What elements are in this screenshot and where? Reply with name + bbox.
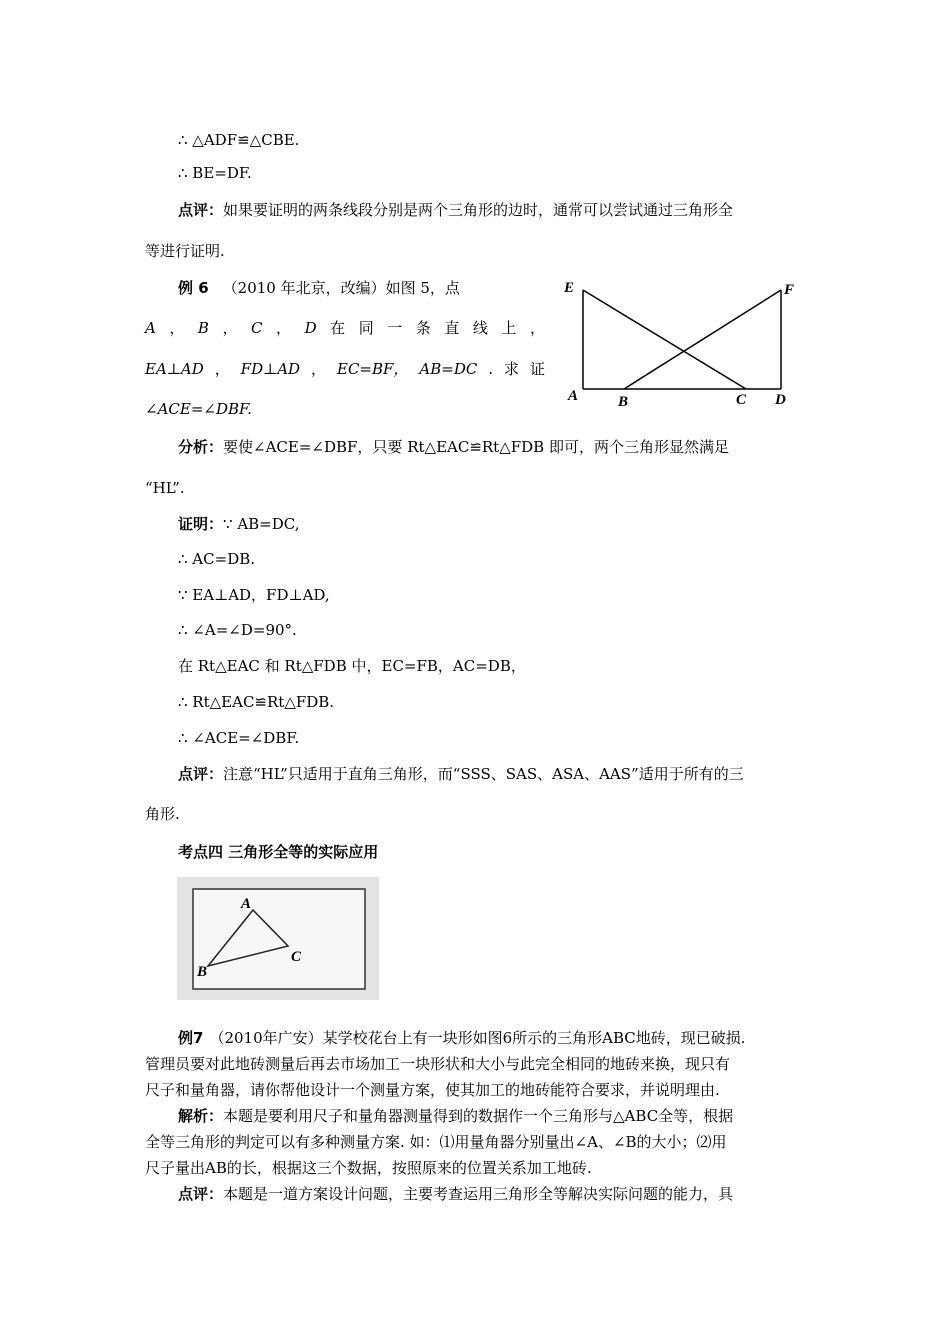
tok: 求 xyxy=(504,360,520,378)
figure-6-drawing xyxy=(177,877,379,1000)
analysis xyxy=(178,437,729,457)
proof-step-2: ∴ AC=DB. xyxy=(178,550,256,568)
figure-5 xyxy=(560,276,810,410)
solution-line-3: 尺子量出AB的长，根据这三个数据，按照原来的位置关系加工地砖. xyxy=(145,1159,592,1177)
solution-text: 本题是要利用尺子和量角器测量得到的数据作一个三角形与△ABC全等，根据 xyxy=(223,1107,734,1125)
label-A: A xyxy=(568,388,579,404)
proof-step-6: ∴ Rt△EAC≌Rt△FDB. xyxy=(178,693,335,711)
comment-1-cont: 等进行证明. xyxy=(145,242,225,260)
tok: 在 xyxy=(330,319,346,337)
tok: AB=DC xyxy=(419,360,478,378)
example-6-line-3 xyxy=(145,359,545,379)
proof-step-7: ∴ ∠ACE=∠DBF. xyxy=(178,729,300,747)
tok: B xyxy=(197,319,209,337)
tok: C xyxy=(251,319,263,337)
label-C: C xyxy=(291,949,302,965)
label-E: E xyxy=(564,280,575,296)
proof-step-3: ∵ EA⊥AD，FD⊥AD, xyxy=(178,586,330,604)
tok: 条 xyxy=(415,319,431,337)
label-D: D xyxy=(775,392,786,408)
solution-label: 解析： xyxy=(178,1107,224,1125)
example-6-heading xyxy=(178,278,460,298)
proof-step-4: ∴ ∠A=∠D=90°. xyxy=(178,621,297,639)
example-6-text: （2010 年北京，改编）如图 5，点 xyxy=(222,279,460,297)
tok: ， xyxy=(529,319,545,337)
comment-3-label: 点评： xyxy=(178,1185,224,1203)
tok: 一 xyxy=(387,319,403,337)
comment-2-label: 点评： xyxy=(178,765,224,783)
tok: EC=BF， xyxy=(337,360,409,378)
tok: . xyxy=(488,360,494,378)
comment-2-text: 注意“HL”只适用于直角三角形，而“SSS、SAS、ASA、AAS”适用于所有的三 xyxy=(223,765,744,783)
example-6-label: 例 6 xyxy=(178,279,209,297)
tok: 证 xyxy=(529,360,545,378)
segment-EC xyxy=(583,290,746,389)
comment-3-text: 本题是一道方案设计问题，主要考查运用三角形全等解决实际问题的能力，具 xyxy=(223,1185,734,1203)
analysis-label: 分析： xyxy=(178,438,224,456)
label-B: B xyxy=(197,964,208,980)
proof-step-1: ∵ AB=DC, xyxy=(223,515,300,533)
tok: ， xyxy=(311,360,327,378)
comment-1 xyxy=(178,200,733,220)
tok: ， xyxy=(169,319,185,337)
example-7-label: 例7 xyxy=(178,1029,204,1047)
example-6-line-4 xyxy=(145,399,252,419)
solution-line-2: 全等三角形的判定可以有多种测量方案. 如：⑴用量角器分别量出∠A、∠B的大小；⑵用 xyxy=(145,1133,727,1151)
tile-border xyxy=(193,889,365,989)
tok: FD⊥AD xyxy=(240,360,301,378)
comment-text: 如果要证明的两条线段分别是两个三角形的边时，通常可以尝试通过三角形全 xyxy=(223,201,734,219)
analysis-cont: “HL”. xyxy=(145,479,185,497)
tok: 直 xyxy=(444,319,460,337)
section-title xyxy=(178,842,378,862)
label-C: C xyxy=(736,392,747,408)
proof-step-5: 在 Rt△EAC 和 Rt△FDB 中，EC=FB，AC=DB， xyxy=(178,657,526,675)
example-7-line-3: 尺子和量角器，请你帮他设计一个测量方案，使其加工的地砖能符合要求，并说明理由. xyxy=(145,1081,720,1099)
example-7-line-2: 管理员要对此地砖测量后再去市场加工一块形状和大小与此完全相同的地砖来换，现只有 xyxy=(145,1055,731,1073)
comment-2-cont: 角形. xyxy=(145,805,180,823)
proof-label xyxy=(178,514,300,534)
tok: EA⊥AD xyxy=(145,360,204,378)
tok: ， xyxy=(276,319,292,337)
comment-label: 点评： xyxy=(178,201,224,219)
example-7 xyxy=(178,1028,746,1048)
tok: ∠ACE=∠DBF. xyxy=(145,400,252,418)
comment-2 xyxy=(178,764,744,784)
label-F: F xyxy=(784,282,795,298)
example-6-line-2 xyxy=(145,318,545,338)
tok: ， xyxy=(222,319,238,337)
section-title-text: 考点四 三角形全等的实际应用 xyxy=(178,843,379,861)
tok: A xyxy=(145,319,156,337)
proof-label-text: 证明： xyxy=(178,515,224,533)
example-7-text: （2010年广安）某学校花台上有一块形如图6所示的三角形ABC地砖，现已破损. xyxy=(209,1029,746,1047)
tok: D xyxy=(304,319,317,337)
tok: 同 xyxy=(358,319,374,337)
line-conclusion-2: ∴ BE=DF. xyxy=(178,164,252,182)
label-A: A xyxy=(241,896,252,912)
figure-6 xyxy=(177,877,379,1000)
tok: 上 xyxy=(501,319,517,337)
tok: ， xyxy=(214,360,230,378)
tok: 线 xyxy=(472,319,488,337)
comment-3 xyxy=(178,1184,733,1204)
solution xyxy=(178,1106,733,1126)
label-B: B xyxy=(618,394,629,410)
segment-FB xyxy=(624,290,781,389)
line-conclusion-1: ∴ △ADF≌△CBE. xyxy=(178,131,300,149)
analysis-text: 要使∠ACE=∠DBF，只要 Rt△EAC≌Rt△FDB 即可，两个三角形显然满足 xyxy=(223,438,729,456)
